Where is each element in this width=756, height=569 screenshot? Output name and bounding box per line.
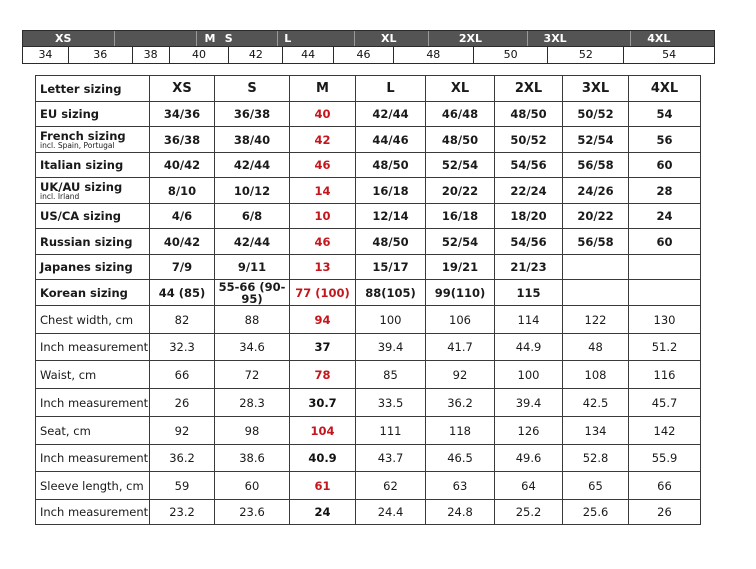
row-label-text: Inch measurement (40, 395, 149, 410)
table-cell: 56/58 (563, 229, 629, 255)
header-size: 3XL (563, 76, 629, 102)
table-cell: 142 (629, 417, 701, 445)
strip-number: 50 (474, 47, 549, 63)
strip-letter-row (22, 30, 715, 47)
table-cell: 23.2 (150, 500, 215, 525)
table-cell: 44 (85) (150, 280, 215, 306)
table-cell: 28.3 (215, 389, 290, 417)
table-cell: 54/56 (495, 229, 563, 255)
table-cell: 24/26 (563, 178, 629, 204)
table-cell: 49.6 (495, 445, 563, 472)
strip-number: 36 (69, 47, 133, 63)
table-row (36, 417, 701, 445)
table-cell: 28 (629, 178, 701, 204)
row-label (36, 389, 150, 417)
table-cell: 7/9 (150, 255, 215, 280)
table-cell: 94 (290, 306, 356, 334)
table-row (36, 472, 701, 500)
table-cell: 42/44 (356, 102, 426, 127)
row-label-text: US/CA sizing (40, 209, 122, 223)
table-cell: 20/22 (426, 178, 495, 204)
table-cell: 60 (629, 153, 701, 178)
table-cell: 46 (290, 153, 356, 178)
row-label (36, 472, 150, 500)
row-label (36, 306, 150, 334)
table-row (36, 204, 701, 229)
header-size: 2XL (495, 76, 563, 102)
row-label-text: UK/AU sizing (40, 179, 123, 194)
table-row (36, 306, 701, 334)
table-cell: 55.9 (629, 445, 701, 472)
table-cell: 52/54 (426, 229, 495, 255)
table-cell: 8/10 (150, 178, 215, 204)
table-cell: 64 (495, 472, 563, 500)
table-cell: 46/48 (426, 102, 495, 127)
table-cell: 33.5 (356, 389, 426, 417)
table-cell: 122 (563, 306, 629, 334)
table-cell: 42 (290, 127, 356, 153)
table-cell: 32.3 (150, 334, 215, 361)
table-cell: 26 (150, 389, 215, 417)
row-label-text: Italian sizing (40, 158, 124, 172)
table-cell: 88 (215, 306, 290, 334)
table-cell: 21/23 (495, 255, 563, 280)
table-cell: 44.9 (495, 334, 563, 361)
table-cell: 78 (290, 361, 356, 389)
table-row (36, 361, 701, 389)
row-label-text: Inch measurement (40, 451, 149, 465)
table-cell: 15/17 (356, 255, 426, 280)
table-cell: 30.7 (290, 389, 356, 417)
table-cell: 40/42 (150, 229, 215, 255)
table-cell: 46.5 (426, 445, 495, 472)
row-label (36, 127, 150, 153)
table-cell: 126 (495, 417, 563, 445)
table-cell: 25.6 (563, 500, 629, 525)
table-cell: 19/21 (426, 255, 495, 280)
header-row (36, 76, 701, 102)
table-row (36, 280, 701, 306)
row-label (36, 334, 150, 361)
table-cell: 4/6 (150, 204, 215, 229)
strip-letter: 2XL (429, 31, 528, 46)
table-cell: 48/50 (356, 229, 426, 255)
header-size: L (356, 76, 426, 102)
table-row (36, 500, 701, 525)
table-cell: 100 (495, 361, 563, 389)
table-cell: 40.9 (290, 445, 356, 472)
table-cell: 85 (356, 361, 426, 389)
table-cell: 108 (563, 361, 629, 389)
table-cell: 40/42 (150, 153, 215, 178)
size-strip (22, 30, 715, 64)
row-label-text: Waist, cm (40, 367, 97, 382)
table-cell: 23.6 (215, 500, 290, 525)
strip-number: 42 (229, 47, 283, 63)
table-cell: 72 (215, 361, 290, 389)
table-cell: 114 (495, 306, 563, 334)
table-cell: 98 (215, 417, 290, 445)
table-cell: 37 (290, 334, 356, 361)
table-cell: 34/36 (150, 102, 215, 127)
table-cell: 61 (290, 472, 356, 500)
table-cell: 6/8 (215, 204, 290, 229)
table-cell: 14 (290, 178, 356, 204)
row-label-text: Seat, cm (40, 423, 91, 438)
row-label-text: Korean sizing (40, 285, 128, 300)
table-cell: 42.5 (563, 389, 629, 417)
row-label-text: French sizing (40, 128, 126, 143)
table-cell: 38/40 (215, 127, 290, 153)
table-row (36, 127, 701, 153)
table-cell: 12/14 (356, 204, 426, 229)
table-cell: 39.4 (356, 334, 426, 361)
table-row (36, 229, 701, 255)
table-cell: 50/52 (495, 127, 563, 153)
table-cell: 60 (629, 229, 701, 255)
table-cell: 39.4 (495, 389, 563, 417)
header-size: S (215, 76, 290, 102)
strip-number: 46 (334, 47, 394, 63)
table-cell: 104 (290, 417, 356, 445)
table-row (36, 178, 701, 204)
strip-number: 48 (394, 47, 474, 63)
table-cell: 48/50 (356, 153, 426, 178)
table-cell: 36/38 (215, 102, 290, 127)
table-cell: 38.6 (215, 445, 290, 472)
table-row (36, 389, 701, 417)
table-cell: 24.8 (426, 500, 495, 525)
table-cell: 54 (629, 102, 701, 127)
strip-number: 38 (133, 47, 170, 63)
strip-number: 34 (23, 47, 69, 63)
row-label (36, 229, 150, 255)
row-label (36, 102, 150, 127)
table-cell: 18/20 (495, 204, 563, 229)
header-size: 4XL (629, 76, 701, 102)
table-cell: 52/54 (563, 127, 629, 153)
table-cell: 77 (100) (290, 280, 356, 306)
table-cell: 56/58 (563, 153, 629, 178)
table-row (36, 334, 701, 361)
row-label-text: Inch measurement (40, 505, 149, 519)
table-cell: 9/11 (215, 255, 290, 280)
row-label (36, 500, 150, 525)
table-cell: 54/56 (495, 153, 563, 178)
row-label-text: Japanes sizing (40, 260, 133, 274)
row-label-text: Russian sizing (40, 234, 133, 249)
header-label: Letter sizing (36, 76, 150, 102)
table-row (36, 102, 701, 127)
table-cell: 82 (150, 306, 215, 334)
table-cell: 116 (629, 361, 701, 389)
strip-letter: 4XL (647, 32, 671, 45)
row-label (36, 255, 150, 280)
table-cell: 48/50 (495, 102, 563, 127)
table-cell: 36/38 (150, 127, 215, 153)
strip-number: 52 (548, 47, 624, 63)
table-cell: 100 (356, 306, 426, 334)
table-cell: 36.2 (426, 389, 495, 417)
table-cell: 16/18 (426, 204, 495, 229)
row-label-text: EU sizing (40, 107, 100, 121)
table-cell (629, 280, 701, 306)
table-cell: 51.2 (629, 334, 701, 361)
table-cell: 115 (495, 280, 563, 306)
strip-letter: XL (355, 31, 429, 46)
table-cell: 99(110) (426, 280, 495, 306)
strip-letter: S (115, 31, 197, 46)
table-body (36, 102, 701, 525)
table-cell: 26 (629, 500, 701, 525)
row-label (36, 361, 150, 389)
row-label-text: Chest width, cm (40, 312, 134, 327)
table-cell: 134 (563, 417, 629, 445)
table-cell (629, 255, 701, 280)
strip-number: 54 (662, 48, 677, 61)
table-cell: 41.7 (426, 334, 495, 361)
table-row (36, 445, 701, 472)
table-cell: 10/12 (215, 178, 290, 204)
table-cell: 130 (629, 306, 701, 334)
table-cell: 111 (356, 417, 426, 445)
strip-letter: L (278, 31, 355, 46)
table-cell: 48/50 (426, 127, 495, 153)
table-cell: 43.7 (356, 445, 426, 472)
table-cell: 92 (150, 417, 215, 445)
strip-letter: XS (23, 31, 115, 46)
header-size: XL (426, 76, 495, 102)
table-cell: 66 (629, 472, 701, 500)
size-chart-table (35, 75, 701, 525)
row-label-text: Inch measurement (40, 340, 149, 354)
table-cell: 20/22 (563, 204, 629, 229)
row-label (36, 445, 150, 472)
table-cell: 40 (290, 102, 356, 127)
table-cell: 55-66 (90-95) (215, 280, 290, 306)
row-label-text: Sleeve length, cm (40, 478, 144, 493)
row-label-note: incl. Spain, Portugal (40, 140, 115, 150)
table-cell: 62 (356, 472, 426, 500)
header-size: M (290, 76, 356, 102)
table-cell: 34.6 (215, 334, 290, 361)
strip-number: 44 (283, 47, 334, 63)
table-cell (563, 255, 629, 280)
strip-number: 40 (170, 47, 230, 63)
table-row (36, 153, 701, 178)
row-label (36, 178, 150, 204)
table-cell: 24 (629, 204, 701, 229)
table-cell: 52/54 (426, 153, 495, 178)
table-cell: 24.4 (356, 500, 426, 525)
table-cell: 66 (150, 361, 215, 389)
row-label (36, 204, 150, 229)
table-cell: 65 (563, 472, 629, 500)
table-cell: 42/44 (215, 229, 290, 255)
table-cell: 50/52 (563, 102, 629, 127)
table-cell: 36.2 (150, 445, 215, 472)
table-cell: 59 (150, 472, 215, 500)
table-cell: 44/46 (356, 127, 426, 153)
table-cell: 48 (563, 334, 629, 361)
table-cell: 63 (426, 472, 495, 500)
table-cell: 45.7 (629, 389, 701, 417)
table-cell: 52.8 (563, 445, 629, 472)
strip-letter: 3XL (528, 31, 632, 46)
table-cell: 10 (290, 204, 356, 229)
row-label (36, 153, 150, 178)
table-cell: 46 (290, 229, 356, 255)
table-cell: 13 (290, 255, 356, 280)
table-cell: 88(105) (356, 280, 426, 306)
table-cell: 22/24 (495, 178, 563, 204)
table-cell: 106 (426, 306, 495, 334)
table-cell: 56 (629, 127, 701, 153)
table-cell: 118 (426, 417, 495, 445)
table-cell (563, 280, 629, 306)
row-label (36, 280, 150, 306)
table-cell: 42/44 (215, 153, 290, 178)
table-cell: 16/18 (356, 178, 426, 204)
row-label-note: incl. Irland (40, 191, 80, 201)
row-label (36, 417, 150, 445)
strip-letter: M (197, 31, 279, 46)
table-cell: 92 (426, 361, 495, 389)
table-cell: 24 (290, 500, 356, 525)
table-cell: 60 (215, 472, 290, 500)
table-row (36, 255, 701, 280)
table-cell: 25.2 (495, 500, 563, 525)
strip-number-row (22, 47, 715, 64)
header-size: XS (150, 76, 215, 102)
